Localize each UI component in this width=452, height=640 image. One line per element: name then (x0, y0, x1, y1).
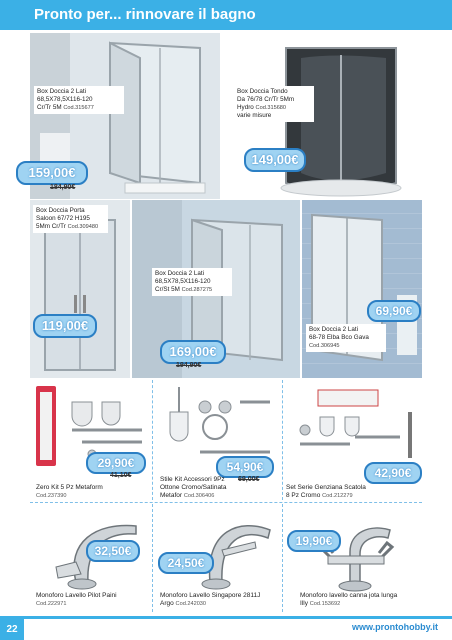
product-label-5 (306, 324, 386, 352)
product-name: Box Doccia Tondo (237, 88, 288, 95)
product-desc2: Metafor (160, 492, 183, 499)
old-price: 69,00€ (238, 476, 260, 483)
product-label-9 (36, 592, 117, 608)
price-badge: 69,90€ (367, 300, 421, 322)
price-badge: 54,90€ (216, 456, 274, 478)
product-desc: 68,5X78,5X116-120 (37, 96, 93, 103)
product-code: Cod.315680 (255, 105, 287, 111)
jota-faucet-image (290, 512, 422, 592)
product-code: Cod.242030 (175, 601, 207, 607)
old-price: 41,10€ (110, 472, 132, 479)
divider (152, 380, 153, 500)
product-name: Monoforo Lavello Singapore 2811J (160, 592, 261, 599)
product-extra: varie misure (237, 112, 272, 119)
product-desc: Saloon 67/72 H195 (36, 215, 90, 222)
divider (30, 502, 422, 503)
product-label-1 (34, 86, 124, 114)
product-code: Cod.287275 (181, 287, 213, 293)
product-label-6 (36, 484, 103, 500)
product-label-4 (152, 268, 232, 296)
price-badge: 29,90€ (86, 452, 146, 474)
product-desc: 68,5X78,5X116-120 (155, 278, 211, 285)
product-label-8 (286, 484, 366, 500)
product-desc: Argo (160, 600, 174, 607)
product-label-7 (160, 476, 226, 500)
divider (282, 504, 283, 612)
product-code: Cod.306406 (183, 493, 215, 499)
product-code: Cod.222971 (36, 601, 67, 607)
product-label-2 (234, 86, 314, 122)
product-code: Cod.153692 (309, 601, 341, 607)
product-label-10 (160, 592, 260, 608)
product-desc2: Hydro (237, 104, 254, 111)
divider (152, 504, 153, 612)
product-name: Stile Kit Accessori 9Pz (160, 476, 225, 483)
product-desc: Illy (300, 600, 308, 607)
product-desc: Da 76/78 Cr/Tr 5Mm (237, 96, 295, 103)
website-link[interactable]: www.prontohobby.it (352, 622, 438, 632)
product-desc2: Cr/Tr 5M (37, 104, 62, 111)
price-badge: 42,90€ (364, 462, 422, 484)
product-name: Box Doccia 2 Lati (309, 326, 359, 333)
price-badge: 24,50€ (158, 552, 214, 574)
product-name: Zero Kit 5 Pz Metaform (36, 484, 103, 491)
singapore-faucet-image (160, 510, 278, 590)
product-label-11 (300, 592, 397, 608)
product-code: Cod.315677 (63, 105, 94, 111)
price-badge: 19,90€ (287, 530, 341, 552)
page-number: 22 (0, 619, 24, 640)
product-desc2: Cr/St 5M (155, 286, 180, 293)
old-price: 194,90€ (176, 362, 202, 369)
divider (282, 380, 283, 500)
page-title: Pronto per... rinnovare il bagno (34, 6, 256, 23)
price-badge: 149,00€ (244, 148, 306, 172)
product-name: Box Doccia 2 Lati (155, 270, 205, 277)
product-code: Cod.306945 (309, 343, 340, 349)
product-name: Set Serie Genziana Scatola (286, 484, 366, 491)
product-code: Cod.309480 (67, 224, 99, 230)
product-name: Monoforo lavello canna jota lunga (300, 592, 398, 599)
product-name: Monoforo Lavello Pilot Paini (36, 592, 117, 599)
product-name: Box Doccia Porta (36, 207, 85, 214)
product-desc: 68-78 Elba Bco Gava (309, 334, 369, 341)
product-code: Cod.212279 (322, 493, 353, 499)
product-label-3 (33, 205, 108, 233)
product-code: Cod.237390 (36, 493, 67, 499)
genziana-set-image (290, 382, 422, 462)
price-badge: 159,00€ (16, 161, 88, 185)
product-name: Box Doccia 2 Lati (37, 88, 87, 95)
price-badge: 119,00€ (33, 314, 97, 338)
product-desc2: 5Mm Cr/Tr (36, 223, 66, 230)
product-desc: 8 Pz Cromo (286, 492, 321, 499)
price-badge: 32,50€ (86, 540, 140, 562)
product-desc: Ottone Cromo/Satinata (160, 484, 227, 491)
old-price: 184,90€ (50, 184, 76, 191)
price-badge: 169,00€ (160, 340, 226, 364)
